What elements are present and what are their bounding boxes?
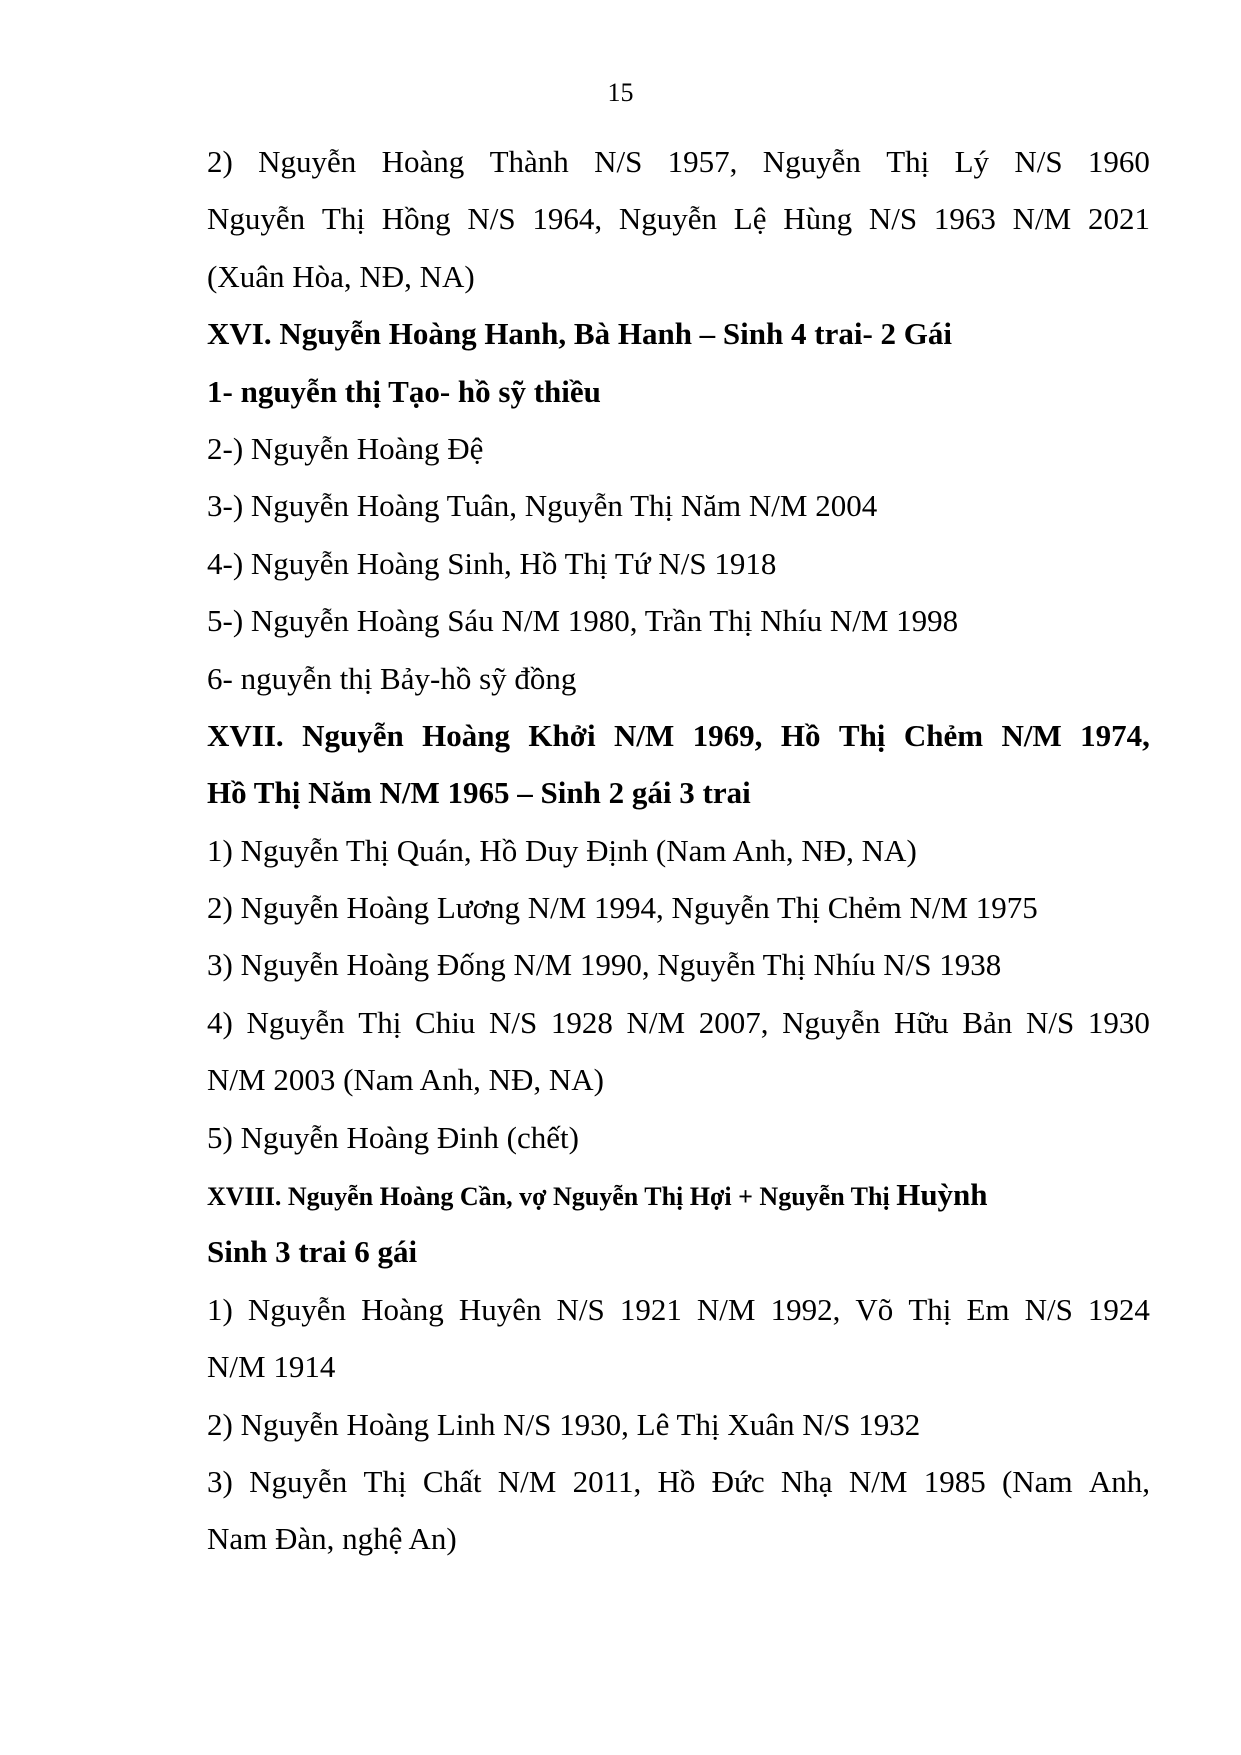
line-3: (Xuân Hòa, NĐ, NA): [207, 258, 475, 294]
word: Nguyễn: [246, 1004, 345, 1040]
word: 3): [207, 1463, 233, 1499]
word: N/S: [467, 201, 516, 237]
word: N/M: [613, 717, 675, 753]
line-13: 1) Nguyễn Thị Quán, Hồ Duy Định (Nam Anh, NĐ, NA): [207, 832, 917, 868]
word: Nguyễn: [247, 1291, 347, 1327]
line-25: Nam Đàn, nghệ An): [207, 1521, 457, 1557]
line-5: 1- nguyễn thị Tạo- hồ sỹ thiều: [207, 373, 601, 409]
word: N/S: [488, 1004, 538, 1040]
word: 2021: [1087, 201, 1150, 237]
word: Huyên: [458, 1291, 542, 1327]
word: 1924: [1087, 1291, 1150, 1327]
word: Hoàng: [422, 717, 510, 753]
word: Nguyễn: [207, 201, 306, 237]
word: Bản: [962, 1004, 1013, 1040]
word: Thị: [886, 144, 930, 179]
line-7: 3-) Nguyễn Hoàng Tuân, Nguyễn Thị Năm N/M 2004: [207, 488, 878, 524]
word: N/S: [1025, 1004, 1075, 1040]
line-15: 3) Nguyễn Hoàng Đống N/M 1990, Nguyễn Thị Nhíu N/S 1938: [207, 947, 1002, 983]
word: 2007,: [698, 1004, 769, 1040]
word: Hùng: [783, 201, 853, 237]
line-23: 2) Nguyễn Hoàng Linh N/S 1930, Lê Thị Xuân N/S 1932: [207, 1406, 921, 1442]
line-2: [207, 190, 1150, 247]
word: Lệ: [733, 201, 767, 237]
word: Nguyễn: [302, 717, 404, 753]
heading-xviii-name: Huỳnh: [896, 1177, 988, 1213]
word: Khởi: [528, 717, 596, 753]
word: N/S: [1014, 144, 1063, 179]
line-10: 6- nguyễn thị Bảy-hồ sỹ đồng: [207, 660, 577, 696]
line-18: 5) Nguyễn Hoàng Đinh (chết): [207, 1119, 579, 1155]
word: Nguyễn: [258, 144, 357, 179]
word: XVII.: [207, 717, 284, 753]
line-24: [207, 1453, 1150, 1510]
word: N/M: [626, 1004, 686, 1040]
word: Chất: [422, 1463, 482, 1499]
word: Võ: [855, 1291, 894, 1327]
section-heading-xvii-cont: Hồ Thị Năm N/M 1965 – Sinh 2 gái 3 trai: [207, 775, 751, 811]
heading-xviii-text: XVIII. Nguyễn Hoàng Cần, vợ Nguyễn Thị Hợi + Nguyễn Thị: [207, 1182, 897, 1212]
word: N/M: [1012, 201, 1072, 237]
word: N/M: [696, 1291, 756, 1327]
word: N/M: [497, 1463, 557, 1499]
word: N/M: [1001, 717, 1062, 753]
word: 1928: [550, 1004, 613, 1040]
document-body: [207, 133, 1150, 1568]
word: Hữu: [893, 1004, 949, 1040]
word: 1992,: [770, 1291, 841, 1327]
word: 1974,: [1080, 717, 1150, 753]
word: Hoàng: [381, 144, 465, 179]
word: 1957,: [667, 144, 738, 179]
word: 2): [207, 144, 233, 179]
line-16: [207, 994, 1150, 1051]
word: Chiu: [415, 1004, 476, 1040]
word: N/S: [1024, 1291, 1073, 1327]
line-8: 4-) Nguyễn Hoàng Sinh, Hồ Thị Tứ N/S 1918: [207, 545, 777, 581]
word: N/S: [868, 201, 918, 237]
word: Chẻm: [903, 717, 984, 753]
word: Thị: [838, 717, 886, 753]
word: 1985: [923, 1463, 986, 1499]
word: 1930: [1087, 1004, 1150, 1040]
word: Thị: [358, 1004, 402, 1040]
word: 1): [207, 1291, 233, 1327]
word: Hồ: [657, 1463, 696, 1499]
word: N/M: [848, 1463, 908, 1499]
word: Thị: [363, 1463, 407, 1499]
word: Thị: [908, 1291, 952, 1327]
word: (Nam: [1001, 1463, 1073, 1499]
line-14: 2) Nguyễn Hoàng Lương N/M 1994, Nguyễn Thị Chẻm N/M 1975: [207, 890, 1038, 926]
word: Em: [966, 1291, 1010, 1327]
word: Lý: [954, 144, 989, 179]
word: N/S: [594, 144, 643, 179]
word: 1964,: [532, 201, 603, 237]
word: 2011,: [572, 1463, 642, 1499]
line-17: N/M 2003 (Nam Anh, NĐ, NA): [207, 1062, 604, 1098]
word: Hoàng: [361, 1291, 444, 1327]
word: Thị: [321, 201, 365, 237]
word: 1963: [933, 201, 996, 237]
word: Nguyễn: [249, 1463, 348, 1499]
section-heading-xvi: XVI. Nguyễn Hoàng Hanh, Bà Hanh – Sinh 4 trai- 2 Gái: [207, 316, 953, 352]
word: N/S: [556, 1291, 605, 1327]
word: Nguyễn: [762, 144, 861, 179]
word: Thành: [489, 144, 569, 179]
line-1: [207, 133, 1150, 190]
word: Nguyễn: [782, 1004, 881, 1040]
section-heading-xviii-cont: Sinh 3 trai 6 gái: [207, 1234, 418, 1270]
line-22: N/M 1914: [207, 1349, 336, 1385]
line-21: [207, 1281, 1150, 1338]
word: 1969,: [692, 717, 763, 753]
section-heading-xvii: [207, 707, 1150, 764]
section-heading-xviii: [207, 1166, 1150, 1223]
line-9: 5-) Nguyễn Hoàng Sáu N/M 1980, Trần Thị Nhíu N/M 1998: [207, 603, 959, 639]
word: 1960: [1087, 144, 1150, 179]
word: Đức: [711, 1463, 765, 1499]
word: Hồng: [381, 201, 451, 237]
word: Nguyễn: [618, 201, 718, 237]
line-6: 2-) Nguyễn Hoàng Đệ: [207, 430, 484, 466]
word: Hồ: [780, 717, 821, 753]
word: 1921: [619, 1291, 682, 1327]
word: Nhạ: [780, 1463, 833, 1499]
word: 4): [207, 1004, 233, 1040]
page-number: 15: [607, 78, 634, 107]
word: Anh,: [1088, 1463, 1150, 1499]
